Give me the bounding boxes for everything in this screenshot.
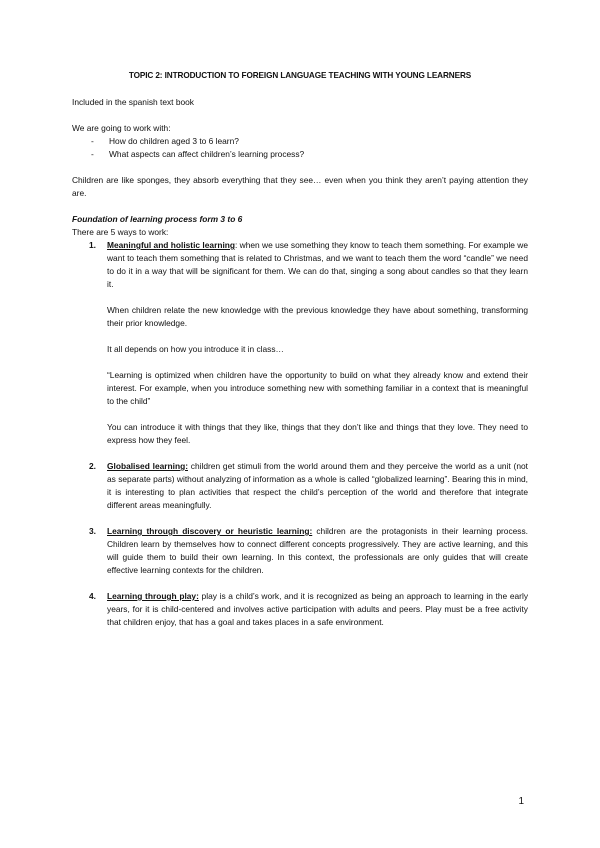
ways-intro: There are 5 ways to work:: [72, 227, 169, 237]
item-number: 1.: [89, 240, 96, 250]
way-heading: Globalised learning:: [107, 461, 188, 471]
way-heading: Meaningful and holistic learning: [107, 240, 236, 250]
document-page: [72, 69, 528, 642]
item-number: 4.: [89, 591, 96, 601]
work-intro: We are going to work with:: [72, 123, 171, 133]
list-item: - What aspects can affect children’s learning process?: [91, 148, 528, 161]
foundation-heading: Foundation of learning process form 3 to 6: [72, 214, 243, 224]
way-paragraph: [107, 525, 528, 577]
way-extra-paragraph: You can introduce it with things that they like, things that they don’t like and things that they love. They need to express how they feel.: [107, 422, 528, 445]
item-number: 2.: [89, 461, 96, 471]
way-item-3: [72, 525, 528, 577]
page-number: 1: [518, 796, 524, 807]
way-heading: Learning through play:: [107, 591, 199, 601]
way-paragraph: [107, 460, 528, 512]
way-text: children are the protagonists in their learning process. Children learn by themselves how to connect different concepts progressively. They are active learning, and this will guide them to build their own learning. In this context, the professionals are only guides that will create effective learning contexts for the children.: [107, 526, 528, 575]
item-number: 3.: [89, 526, 96, 536]
way-extra-paragraph: It all depends on how you introduce it in class…: [107, 344, 284, 354]
quote-paragraph: “Learning is optimized when children have the opportunity to build on what they already know and extend their interest. For example, when you introduce something new with something familiar in a context that is meaningful to the child”: [107, 370, 528, 406]
way-item-4: [72, 590, 528, 629]
work-section: [72, 122, 528, 161]
way-text: children get stimuli from the world around them and they perceive the world as a unit (not as separate parts) without analyzing of information as a whole is called “globalized learning”. Bearing this in mind, it is interesting to plan activities that respect the child’s perception of the world and therefore that integrate different areas meaningfully.: [107, 461, 528, 510]
ways-list: [72, 239, 528, 629]
way-item-2: [72, 460, 528, 512]
way-extra-paragraph: When children relate the new knowledge with the previous knowledge they have about something, transforming their prior knowledge.: [107, 305, 528, 328]
page-title: TOPIC 2: INTRODUCTION TO FOREIGN LANGUAGE TEACHING WITH YOUNG LEARNERS: [128, 71, 472, 80]
way-text: : when we use something they know to teach them something. For example we want to teach them something that is related to Christmas, and we want to teach them the word “candle” we need to do it in a way that will be significant for them. We can do that, singing a song about candles so that they learn it.: [107, 240, 529, 289]
work-list: [72, 135, 528, 161]
way-paragraph: [107, 590, 528, 629]
sponges-paragraph: Children are like sponges, they absorb everything that they see… even when you think they aren’t paying attention they are.: [72, 175, 528, 198]
list-item: - How do children aged 3 to 6 learn?: [91, 135, 528, 148]
way-heading: Learning through discovery or heuristic learning:: [107, 526, 313, 536]
intro-text: Included in the spanish text book: [72, 97, 194, 107]
way-item-1: [72, 239, 528, 447]
way-paragraph: [107, 239, 528, 291]
way-text: play is a child’s work, and it is recognized as being an approach to learning in the early years, for it is child-centered and involves active participation with adults and peers. Play must be a free activity that children enjoy, that has a goal and takes places in a safe environment.: [107, 591, 529, 627]
